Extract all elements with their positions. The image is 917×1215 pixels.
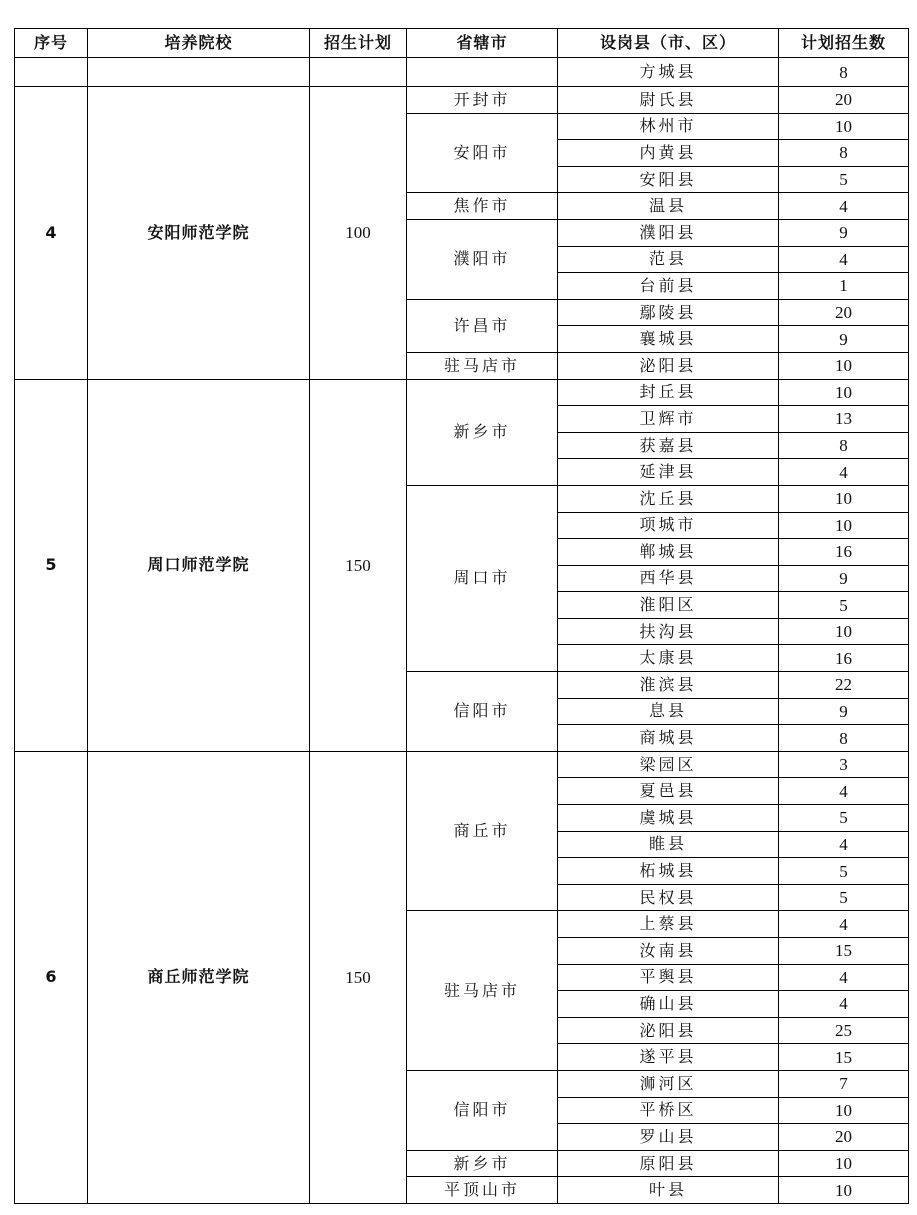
count-cell: 5 bbox=[779, 858, 909, 885]
count-cell: 22 bbox=[779, 672, 909, 699]
city-cell: 焦作市 bbox=[407, 193, 558, 220]
county-cell: 尉氏县 bbox=[558, 87, 779, 114]
school-cell: 安阳师范学院 bbox=[88, 87, 310, 380]
count-cell: 15 bbox=[779, 1044, 909, 1071]
city-cell: 驻马店市 bbox=[407, 352, 558, 379]
county-cell: 夏邑县 bbox=[558, 778, 779, 805]
county-cell: 安阳县 bbox=[558, 166, 779, 193]
city-cell: 开封市 bbox=[407, 87, 558, 114]
table-row bbox=[15, 58, 909, 87]
count-cell: 15 bbox=[779, 938, 909, 965]
count-cell: 5 bbox=[779, 166, 909, 193]
count-cell: 1 bbox=[779, 273, 909, 300]
count-cell: 10 bbox=[779, 485, 909, 512]
county-cell: 卫辉市 bbox=[558, 406, 779, 433]
county-cell: 商城县 bbox=[558, 725, 779, 752]
county-cell: 沈丘县 bbox=[558, 485, 779, 512]
county-cell: 襄城县 bbox=[558, 326, 779, 353]
county-cell: 延津县 bbox=[558, 459, 779, 486]
count-cell: 4 bbox=[779, 964, 909, 991]
no-cell: 6 bbox=[15, 751, 88, 1203]
count-cell: 7 bbox=[779, 1070, 909, 1097]
county-cell: 项城市 bbox=[558, 512, 779, 539]
count-cell: 4 bbox=[779, 911, 909, 938]
plan-cell: 100 bbox=[310, 87, 407, 380]
county-cell: 林州市 bbox=[558, 113, 779, 140]
county-cell: 方城县 bbox=[558, 58, 779, 87]
header-city: 省辖市 bbox=[407, 29, 558, 58]
county-cell: 西华县 bbox=[558, 565, 779, 592]
county-cell: 鄢陵县 bbox=[558, 299, 779, 326]
county-cell: 扶沟县 bbox=[558, 618, 779, 645]
header-plan: 招生计划 bbox=[310, 29, 407, 58]
count-cell: 10 bbox=[779, 379, 909, 406]
county-cell: 民权县 bbox=[558, 884, 779, 911]
count-cell: 10 bbox=[779, 618, 909, 645]
count-cell: 5 bbox=[779, 805, 909, 832]
county-cell: 叶县 bbox=[558, 1177, 779, 1204]
county-cell: 平舆县 bbox=[558, 964, 779, 991]
city-cell: 安阳市 bbox=[407, 113, 558, 193]
count-cell: 10 bbox=[779, 1150, 909, 1177]
plan-cell: 150 bbox=[310, 751, 407, 1203]
county-cell: 梁园区 bbox=[558, 751, 779, 778]
header-county: 设岗县（市、区） bbox=[558, 29, 779, 58]
count-cell: 8 bbox=[779, 140, 909, 167]
county-cell: 浉河区 bbox=[558, 1070, 779, 1097]
school-cell bbox=[88, 58, 310, 87]
count-cell: 16 bbox=[779, 539, 909, 566]
count-cell: 20 bbox=[779, 299, 909, 326]
count-cell: 8 bbox=[779, 725, 909, 752]
county-cell: 封丘县 bbox=[558, 379, 779, 406]
county-cell: 淮阳区 bbox=[558, 592, 779, 619]
count-cell: 5 bbox=[779, 592, 909, 619]
count-cell: 4 bbox=[779, 831, 909, 858]
count-cell: 4 bbox=[779, 246, 909, 273]
count-cell: 10 bbox=[779, 512, 909, 539]
count-cell: 3 bbox=[779, 751, 909, 778]
count-cell: 8 bbox=[779, 58, 909, 87]
county-cell: 柘城县 bbox=[558, 858, 779, 885]
count-cell: 10 bbox=[779, 1097, 909, 1124]
count-cell: 10 bbox=[779, 352, 909, 379]
header-school: 培养院校 bbox=[88, 29, 310, 58]
count-cell: 9 bbox=[779, 219, 909, 246]
no-cell bbox=[15, 58, 88, 87]
count-cell: 20 bbox=[779, 1124, 909, 1151]
count-cell: 16 bbox=[779, 645, 909, 672]
county-cell: 温县 bbox=[558, 193, 779, 220]
county-cell: 汝南县 bbox=[558, 938, 779, 965]
count-cell: 4 bbox=[779, 991, 909, 1018]
city-cell bbox=[407, 58, 558, 87]
count-cell: 5 bbox=[779, 884, 909, 911]
count-cell: 4 bbox=[779, 193, 909, 220]
county-cell: 获嘉县 bbox=[558, 432, 779, 459]
count-cell: 4 bbox=[779, 459, 909, 486]
header-row bbox=[15, 29, 909, 58]
count-cell: 10 bbox=[779, 1177, 909, 1204]
county-cell: 郸城县 bbox=[558, 539, 779, 566]
county-cell: 范县 bbox=[558, 246, 779, 273]
county-cell: 泌阳县 bbox=[558, 1017, 779, 1044]
table-row bbox=[15, 379, 909, 406]
count-cell: 9 bbox=[779, 565, 909, 592]
city-cell: 许昌市 bbox=[407, 299, 558, 352]
count-cell: 9 bbox=[779, 698, 909, 725]
county-cell: 原阳县 bbox=[558, 1150, 779, 1177]
county-cell: 睢县 bbox=[558, 831, 779, 858]
city-cell: 商丘市 bbox=[407, 751, 558, 911]
county-cell: 上蔡县 bbox=[558, 911, 779, 938]
county-cell: 内黄县 bbox=[558, 140, 779, 167]
county-cell: 确山县 bbox=[558, 991, 779, 1018]
count-cell: 4 bbox=[779, 778, 909, 805]
city-cell: 濮阳市 bbox=[407, 219, 558, 299]
city-cell: 周口市 bbox=[407, 485, 558, 671]
county-cell: 台前县 bbox=[558, 273, 779, 300]
county-cell: 遂平县 bbox=[558, 1044, 779, 1071]
table-row bbox=[15, 87, 909, 114]
city-cell: 新乡市 bbox=[407, 1150, 558, 1177]
no-cell: 4 bbox=[15, 87, 88, 380]
school-cell: 周口师范学院 bbox=[88, 379, 310, 751]
city-cell: 信阳市 bbox=[407, 1070, 558, 1150]
school-cell: 商丘师范学院 bbox=[88, 751, 310, 1203]
county-cell: 平桥区 bbox=[558, 1097, 779, 1124]
count-cell: 8 bbox=[779, 432, 909, 459]
header-count: 计划招生数 bbox=[779, 29, 909, 58]
count-cell: 20 bbox=[779, 87, 909, 114]
count-cell: 10 bbox=[779, 113, 909, 140]
count-cell: 25 bbox=[779, 1017, 909, 1044]
county-cell: 息县 bbox=[558, 698, 779, 725]
header-no: 序号 bbox=[15, 29, 88, 58]
county-cell: 罗山县 bbox=[558, 1124, 779, 1151]
table-row bbox=[15, 751, 909, 778]
plan-cell: 150 bbox=[310, 379, 407, 751]
no-cell: 5 bbox=[15, 379, 88, 751]
plan-cell bbox=[310, 58, 407, 87]
enrollment-table bbox=[14, 28, 909, 1204]
county-cell: 虞城县 bbox=[558, 805, 779, 832]
city-cell: 驻马店市 bbox=[407, 911, 558, 1071]
county-cell: 太康县 bbox=[558, 645, 779, 672]
city-cell: 信阳市 bbox=[407, 672, 558, 752]
count-cell: 13 bbox=[779, 406, 909, 433]
city-cell: 新乡市 bbox=[407, 379, 558, 485]
count-cell: 9 bbox=[779, 326, 909, 353]
county-cell: 濮阳县 bbox=[558, 219, 779, 246]
city-cell: 平顶山市 bbox=[407, 1177, 558, 1204]
county-cell: 泌阳县 bbox=[558, 352, 779, 379]
county-cell: 淮滨县 bbox=[558, 672, 779, 699]
